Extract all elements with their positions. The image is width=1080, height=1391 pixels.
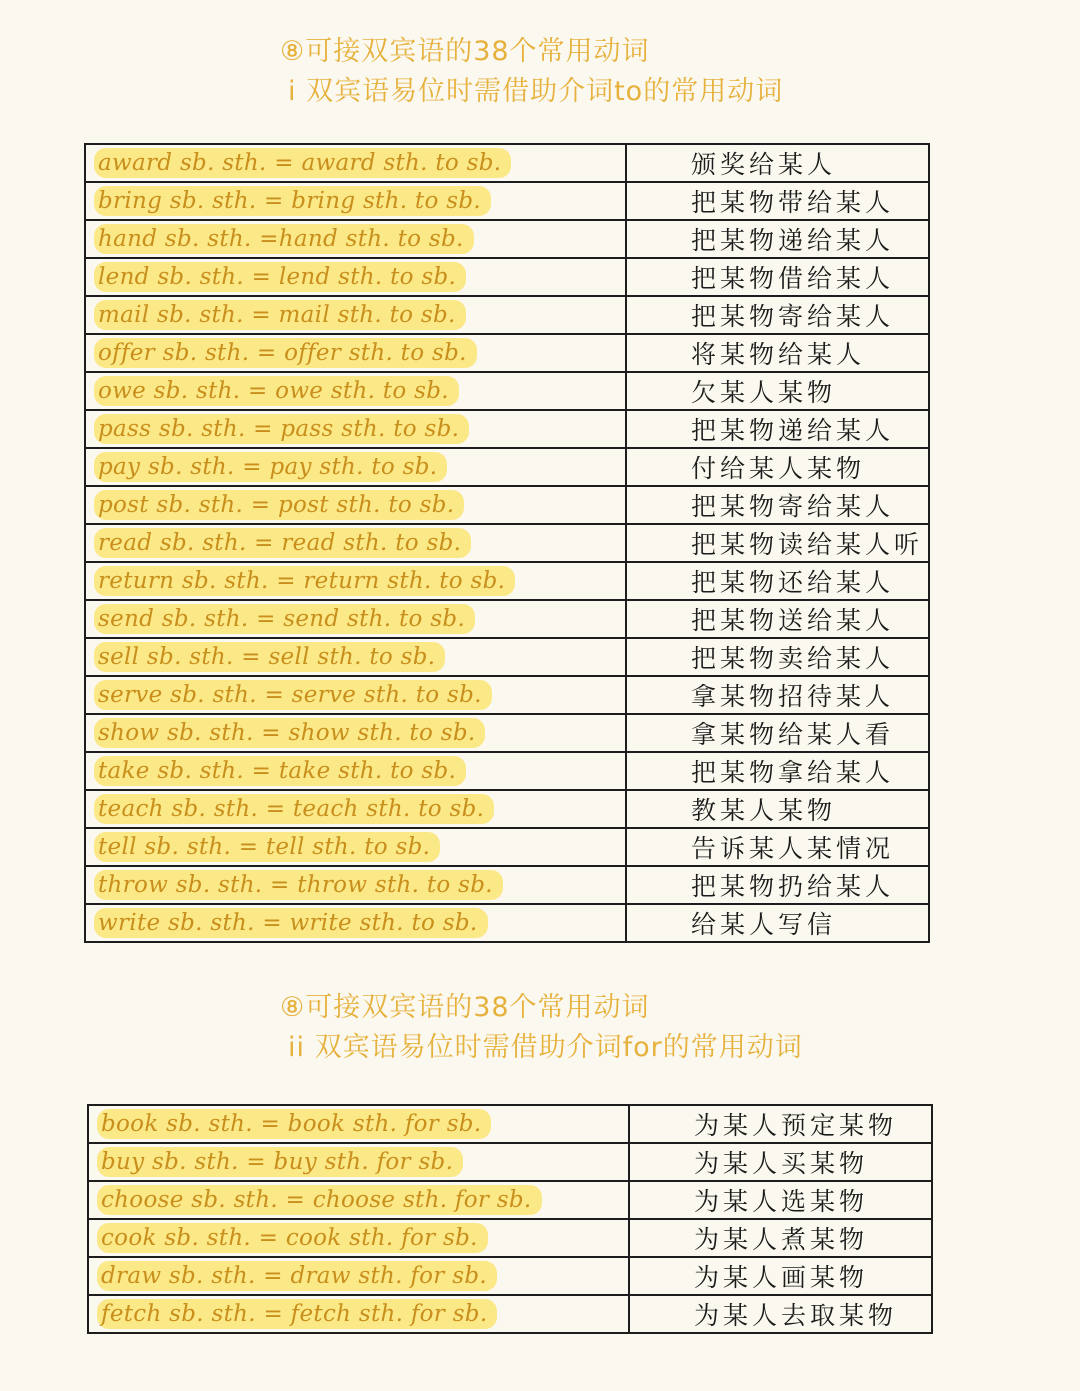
verb-phrase: tell sb. sth. = tell sth. to sb. bbox=[94, 832, 440, 862]
verb-phrase: post sb. sth. = post sth. to sb. bbox=[94, 490, 464, 520]
meaning: 把某物寄给某人 bbox=[626, 296, 929, 334]
verb-phrase: pay sb. sth. = pay sth. to sb. bbox=[94, 452, 447, 482]
table-row bbox=[85, 752, 929, 790]
verb-phrase: bring sb. sth. = bring sth. to sb. bbox=[94, 186, 491, 216]
verb-phrase: send sb. sth. = send sth. to sb. bbox=[94, 604, 475, 634]
table-row bbox=[85, 562, 929, 600]
heading-title: ⑧可接双宾语的38个常用动词 bbox=[280, 36, 650, 67]
table-row bbox=[85, 144, 929, 182]
table-row bbox=[85, 904, 929, 942]
meaning: 拿某物招待某人 bbox=[626, 676, 929, 714]
table-row bbox=[85, 790, 929, 828]
verb-table-to bbox=[84, 143, 930, 943]
verb-phrase: return sb. sth. = return sth. to sb. bbox=[94, 566, 515, 596]
table-row bbox=[88, 1105, 932, 1143]
verb-phrase: choose sb. sth. = choose sth. for sb. bbox=[97, 1185, 542, 1215]
table-row bbox=[85, 182, 929, 220]
table-row bbox=[85, 866, 929, 904]
table-row bbox=[85, 258, 929, 296]
verb-phrase: teach sb. sth. = teach sth. to sb. bbox=[94, 794, 494, 824]
meaning: 给某人写信 bbox=[626, 904, 929, 942]
meaning: 把某物扔给某人 bbox=[626, 866, 929, 904]
meaning: 为某人预定某物 bbox=[629, 1105, 932, 1143]
verb-phrase: mail sb. sth. = mail sth. to sb. bbox=[94, 300, 466, 330]
meaning: 将某物给某人 bbox=[626, 334, 929, 372]
table-row bbox=[85, 524, 929, 562]
meaning: 把某物拿给某人 bbox=[626, 752, 929, 790]
meaning: 把某物读给某人听 bbox=[626, 524, 929, 562]
verb-phrase: award sb. sth. = award sth. to sb. bbox=[94, 148, 511, 178]
table-row bbox=[85, 714, 929, 752]
meaning: 把某物递给某人 bbox=[626, 410, 929, 448]
meaning: 为某人去取某物 bbox=[629, 1295, 932, 1333]
table-row bbox=[85, 372, 929, 410]
table-row bbox=[85, 486, 929, 524]
verb-phrase: show sb. sth. = show sth. to sb. bbox=[94, 718, 485, 748]
verb-phrase: draw sb. sth. = draw sth. for sb. bbox=[97, 1261, 497, 1291]
verb-phrase: throw sb. sth. = throw sth. to sb. bbox=[94, 870, 503, 900]
meaning: 欠某人某物 bbox=[626, 372, 929, 410]
verb-phrase: read sb. sth. = read sth. to sb. bbox=[94, 528, 471, 558]
verb-phrase: lend sb. sth. = lend sth. to sb. bbox=[94, 262, 466, 292]
meaning: 把某物借给某人 bbox=[626, 258, 929, 296]
table-row bbox=[88, 1181, 932, 1219]
meaning: 为某人画某物 bbox=[629, 1257, 932, 1295]
heading-subtitle: i 双宾语易位时需借助介词to的常用动词 bbox=[288, 76, 784, 107]
table-row bbox=[85, 220, 929, 258]
verb-phrase: buy sb. sth. = buy sth. for sb. bbox=[97, 1147, 463, 1177]
meaning: 拿某物给某人看 bbox=[626, 714, 929, 752]
table-row bbox=[85, 676, 929, 714]
verb-phrase: cook sb. sth. = cook sth. for sb. bbox=[97, 1223, 488, 1253]
table-row bbox=[85, 828, 929, 866]
meaning: 把某物送给某人 bbox=[626, 600, 929, 638]
table-row bbox=[85, 638, 929, 676]
section-heading-to bbox=[280, 32, 783, 112]
verb-table-for bbox=[87, 1104, 933, 1334]
table-row bbox=[85, 600, 929, 638]
section-heading-for bbox=[280, 988, 803, 1068]
verb-phrase: pass sb. sth. = pass sth. to sb. bbox=[94, 414, 469, 444]
heading-subtitle: ii 双宾语易位时需借助介词for的常用动词 bbox=[288, 1032, 803, 1063]
meaning: 付给某人某物 bbox=[626, 448, 929, 486]
meaning: 把某物带给某人 bbox=[626, 182, 929, 220]
verb-phrase: owe sb. sth. = owe sth. to sb. bbox=[94, 376, 459, 406]
verb-phrase: write sb. sth. = write sth. to sb. bbox=[94, 908, 488, 938]
table-row bbox=[88, 1295, 932, 1333]
verb-phrase: offer sb. sth. = offer sth. to sb. bbox=[94, 338, 477, 368]
meaning: 为某人煮某物 bbox=[629, 1219, 932, 1257]
meaning: 把某物卖给某人 bbox=[626, 638, 929, 676]
table-row bbox=[88, 1143, 932, 1181]
table-row bbox=[85, 410, 929, 448]
verb-phrase: book sb. sth. = book sth. for sb. bbox=[97, 1109, 491, 1139]
meaning: 把某物还给某人 bbox=[626, 562, 929, 600]
heading-title: ⑧可接双宾语的38个常用动词 bbox=[280, 992, 650, 1023]
meaning: 把某物递给某人 bbox=[626, 220, 929, 258]
table-row bbox=[85, 448, 929, 486]
table-row bbox=[85, 296, 929, 334]
meaning: 告诉某人某情况 bbox=[626, 828, 929, 866]
meaning: 颁奖给某人 bbox=[626, 144, 929, 182]
verb-phrase: serve sb. sth. = serve sth. to sb. bbox=[94, 680, 492, 710]
verb-phrase: fetch sb. sth. = fetch sth. for sb. bbox=[97, 1299, 497, 1329]
verb-phrase: sell sb. sth. = sell sth. to sb. bbox=[94, 642, 445, 672]
verb-phrase: take sb. sth. = take sth. to sb. bbox=[94, 756, 466, 786]
table-row bbox=[85, 334, 929, 372]
meaning: 教某人某物 bbox=[626, 790, 929, 828]
table-row bbox=[88, 1219, 932, 1257]
table-row bbox=[88, 1257, 932, 1295]
verb-phrase: hand sb. sth. =hand sth. to sb. bbox=[94, 224, 474, 254]
meaning: 为某人买某物 bbox=[629, 1143, 932, 1181]
meaning: 把某物寄给某人 bbox=[626, 486, 929, 524]
meaning: 为某人选某物 bbox=[629, 1181, 932, 1219]
